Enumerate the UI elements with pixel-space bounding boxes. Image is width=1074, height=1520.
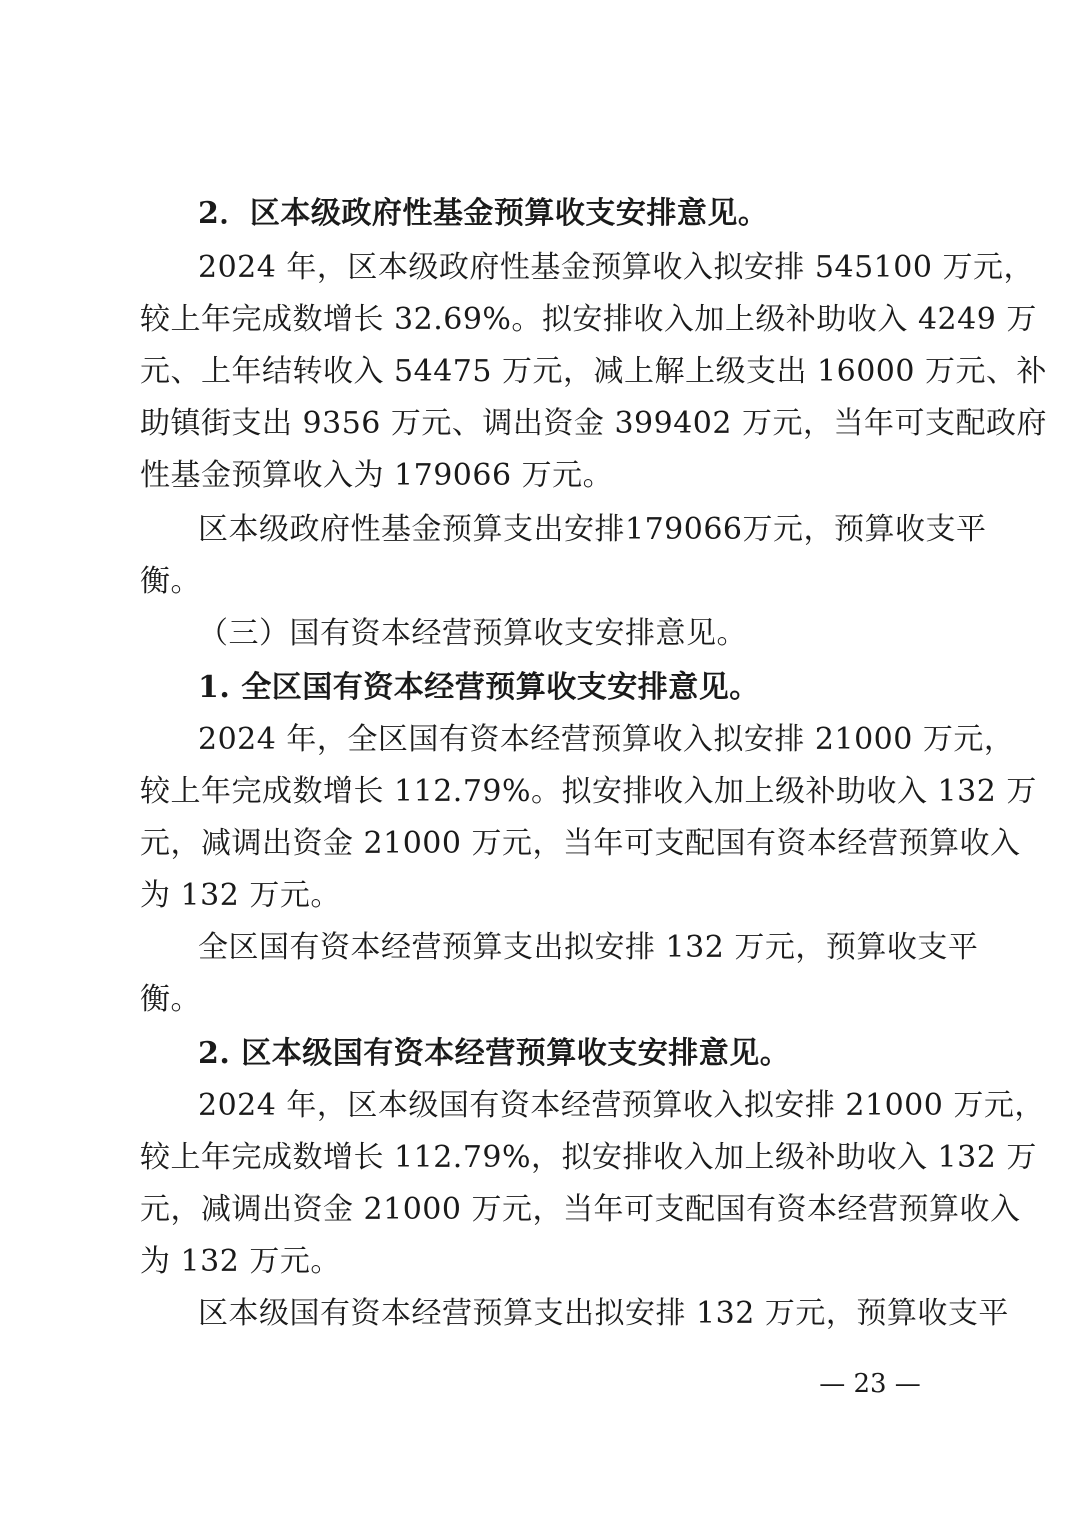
- paragraph-line: 性基金预算收入为 179066 万元。: [140, 458, 614, 493]
- paragraph-line: 区本级国有资本经营预算支出拟安排 132 万元，预算收支平: [198, 1296, 1009, 1331]
- heading-district-state-capital: 2. 区本级国有资本经营预算收支安排意见。: [198, 1036, 791, 1071]
- paragraph-line: 为 132 万元。: [140, 878, 341, 913]
- paragraph-line: 区本级政府性基金预算支出安排179066万元，预算收支平: [198, 512, 987, 547]
- paragraph-line: 较上年完成数增长 112.79%。拟安排收入加上级补助收入 132 万: [140, 774, 1037, 809]
- heading-whole-district-state-capital: 1. 全区国有资本经营预算收支安排意见。: [198, 670, 760, 705]
- paragraph-line: 全区国有资本经营预算支出拟安排 132 万元，预算收支平: [198, 930, 979, 965]
- paragraph-line: 衡。: [140, 564, 201, 599]
- page-number: — 23 —: [819, 1369, 921, 1399]
- paragraph-line: 较上年完成数增长 32.69%。拟安排收入加上级补助收入 4249 万: [140, 302, 1037, 337]
- heading-district-gov-fund: 2．区本级政府性基金预算收支安排意见。: [198, 196, 769, 231]
- paragraph-line: 衡。: [140, 982, 201, 1017]
- paragraph-line: 助镇街支出 9356 万元、调出资金 399402 万元，当年可支配政府: [140, 406, 1048, 441]
- paragraph-line: 2024 年，区本级国有资本经营预算收入拟安排 21000 万元，: [198, 1088, 1045, 1123]
- section-heading-state-capital: （三）国有资本经营预算收支安排意见。: [198, 616, 747, 651]
- paragraph-line: 元，减调出资金 21000 万元，当年可支配国有资本经营预算收入: [140, 826, 1021, 861]
- paragraph-line: 元、上年结转收入 54475 万元，减上解上级支出 16000 万元、补: [140, 354, 1048, 389]
- paragraph-line: 2024 年，区本级政府性基金预算收入拟安排 545100 万元，: [198, 250, 1034, 285]
- paragraph-line: 较上年完成数增长 112.79%，拟安排收入加上级补助收入 132 万: [140, 1140, 1037, 1175]
- paragraph-line: 为 132 万元。: [140, 1244, 341, 1279]
- paragraph-line: 2024 年，全区国有资本经营预算收入拟安排 21000 万元，: [198, 722, 1015, 757]
- paragraph-line: 元，减调出资金 21000 万元，当年可支配国有资本经营预算收入: [140, 1192, 1021, 1227]
